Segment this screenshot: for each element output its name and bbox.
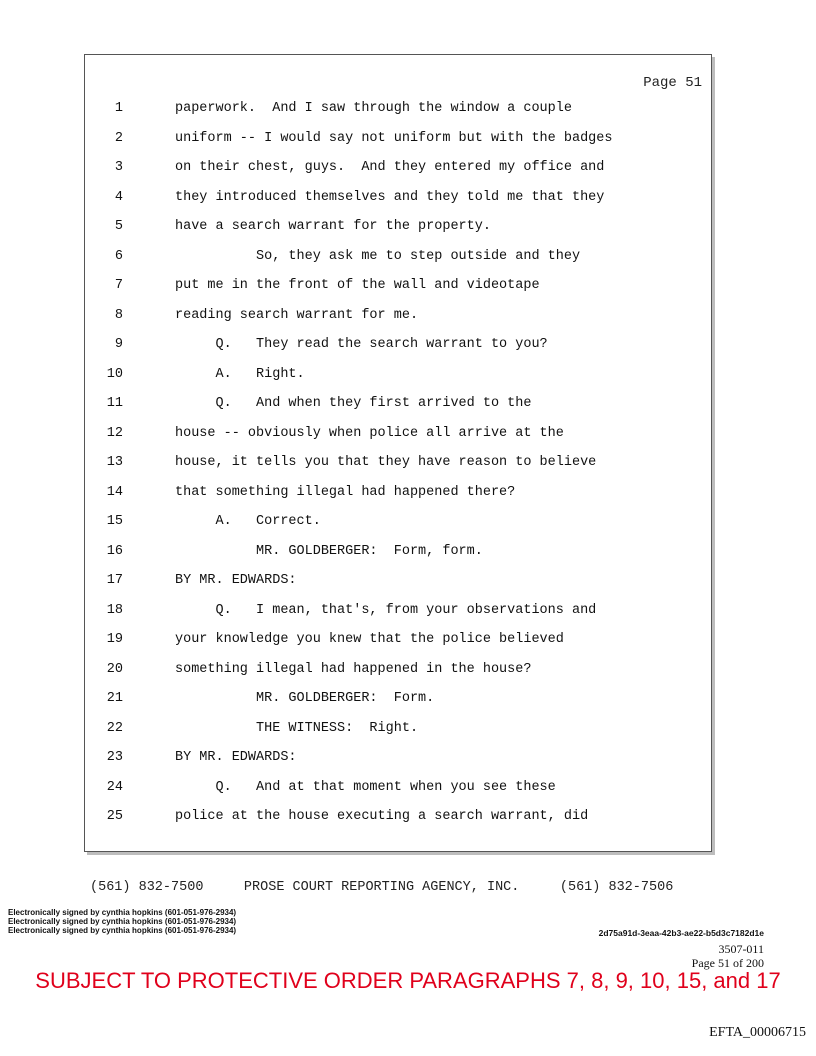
transcript-line — [85, 807, 711, 827]
line-text: Q. I mean, that's, from your observations and — [175, 602, 597, 618]
transcript-line — [85, 158, 711, 178]
line-text: paperwork. And I saw through the window a couple — [175, 101, 572, 116]
transcript-line — [85, 99, 711, 119]
line-text: your knowledge you knew that the police believed — [175, 632, 564, 647]
line-text: MR. GOLDBERGER: Form. — [175, 691, 435, 706]
transcript-line — [85, 335, 711, 355]
page-label: Page 51 — [643, 75, 702, 91]
transcript-line — [85, 365, 711, 385]
line-text: Q. And when they first arrived to the — [175, 396, 532, 411]
line-text: house -- obviously when police all arrive at the — [175, 425, 564, 441]
line-number: 10 — [106, 366, 123, 382]
document-hash: 2d75a91d-3eaa-42b3-ae22-b5d3c7182d1e — [598, 928, 764, 938]
transcript-line — [85, 247, 711, 267]
bates-number: EFTA_00006715 — [709, 1025, 806, 1040]
reporting-agency-footer: (561) 832-7500 PROSE COURT REPORTING AGENCY, INC. (561) 832-7506 — [90, 880, 674, 895]
line-number: 2 — [114, 130, 123, 146]
line-number: 19 — [106, 632, 123, 647]
transcript-line — [85, 129, 711, 149]
line-text: put me in the front of the wall and videotape — [175, 278, 540, 293]
line-text: police at the house executing a search warrant, did — [175, 809, 589, 824]
transcript-line — [85, 778, 711, 798]
line-number: 16 — [106, 543, 123, 559]
transcript-line — [85, 719, 711, 739]
line-text: THE WITNESS: Right. — [175, 720, 419, 736]
line-number: 7 — [114, 278, 123, 293]
line-text: BY MR. EDWARDS: — [175, 750, 297, 765]
line-number: 18 — [106, 602, 123, 618]
line-text: So, they ask me to step outside and they — [175, 248, 581, 264]
line-number: 3 — [114, 160, 123, 175]
transcript-line — [85, 394, 711, 414]
document-id: 3507-011 — [718, 942, 764, 956]
signature-line: Electronically signed by cynthia hopkins (601-051-976-2934) — [8, 917, 237, 926]
line-text: uniform -- I would say not uniform but with the badges — [175, 130, 613, 146]
line-text: something illegal had happened in the house? — [175, 661, 532, 677]
line-number: 22 — [106, 720, 123, 736]
transcript-line — [85, 483, 711, 503]
line-number: 14 — [106, 484, 123, 500]
line-text: reading search warrant for me. — [175, 307, 419, 323]
line-text: A. Right. — [175, 366, 305, 382]
document-page-count: Page 51 of 200 — [691, 956, 764, 970]
transcript-line — [85, 630, 711, 650]
line-number: 12 — [106, 425, 123, 441]
line-text: A. Correct. — [175, 514, 321, 529]
line-text: MR. GOLDBERGER: Form, form. — [175, 543, 483, 559]
line-text: on their chest, guys. And they entered my office and — [175, 160, 605, 175]
line-number: 8 — [114, 307, 123, 323]
line-number: 20 — [106, 661, 123, 677]
signature-line: Electronically signed by cynthia hopkins (601-051-976-2934) — [8, 926, 237, 935]
line-text: house, it tells you that they have reason to believe — [175, 455, 597, 470]
line-number: 15 — [106, 514, 123, 529]
transcript-line — [85, 188, 711, 208]
line-text: BY MR. EDWARDS: — [175, 573, 297, 588]
signature-line: Electronically signed by cynthia hopkins (601-051-976-2934) — [8, 908, 237, 917]
line-number: 9 — [114, 337, 123, 352]
line-number: 5 — [114, 219, 123, 234]
transcript-line — [85, 424, 711, 444]
line-number: 24 — [106, 779, 123, 795]
line-number: 23 — [106, 750, 123, 765]
line-number: 13 — [106, 455, 123, 470]
transcript-line — [85, 689, 711, 709]
transcript-line — [85, 306, 711, 326]
line-text: that something illegal had happened there? — [175, 484, 516, 500]
line-number: 4 — [114, 189, 123, 205]
electronic-signatures — [8, 908, 236, 935]
transcript-line — [85, 512, 711, 532]
line-text: they introduced themselves and they told me that they — [175, 189, 605, 205]
transcript-line — [85, 660, 711, 680]
line-number: 6 — [114, 248, 123, 264]
line-number: 11 — [106, 396, 123, 411]
line-text: Q. And at that moment when you see these — [175, 779, 556, 795]
line-text: have a search warrant for the property. — [175, 219, 491, 234]
transcript-line — [85, 453, 711, 473]
transcript-line — [85, 542, 711, 562]
line-number: 1 — [114, 101, 123, 116]
transcript-page — [84, 54, 712, 852]
line-text: Q. They read the search warrant to you? — [175, 337, 548, 352]
line-number: 25 — [106, 809, 123, 824]
transcript-line — [85, 217, 711, 237]
transcript-line — [85, 748, 711, 768]
transcript-line — [85, 571, 711, 591]
protective-order-notice: SUBJECT TO PROTECTIVE ORDER PARAGRAPHS 7, 8, 9, 10, 15, and 17 — [35, 968, 781, 993]
transcript-line — [85, 276, 711, 296]
transcript-line — [85, 601, 711, 621]
line-number: 21 — [106, 691, 123, 706]
line-number: 17 — [106, 573, 123, 588]
